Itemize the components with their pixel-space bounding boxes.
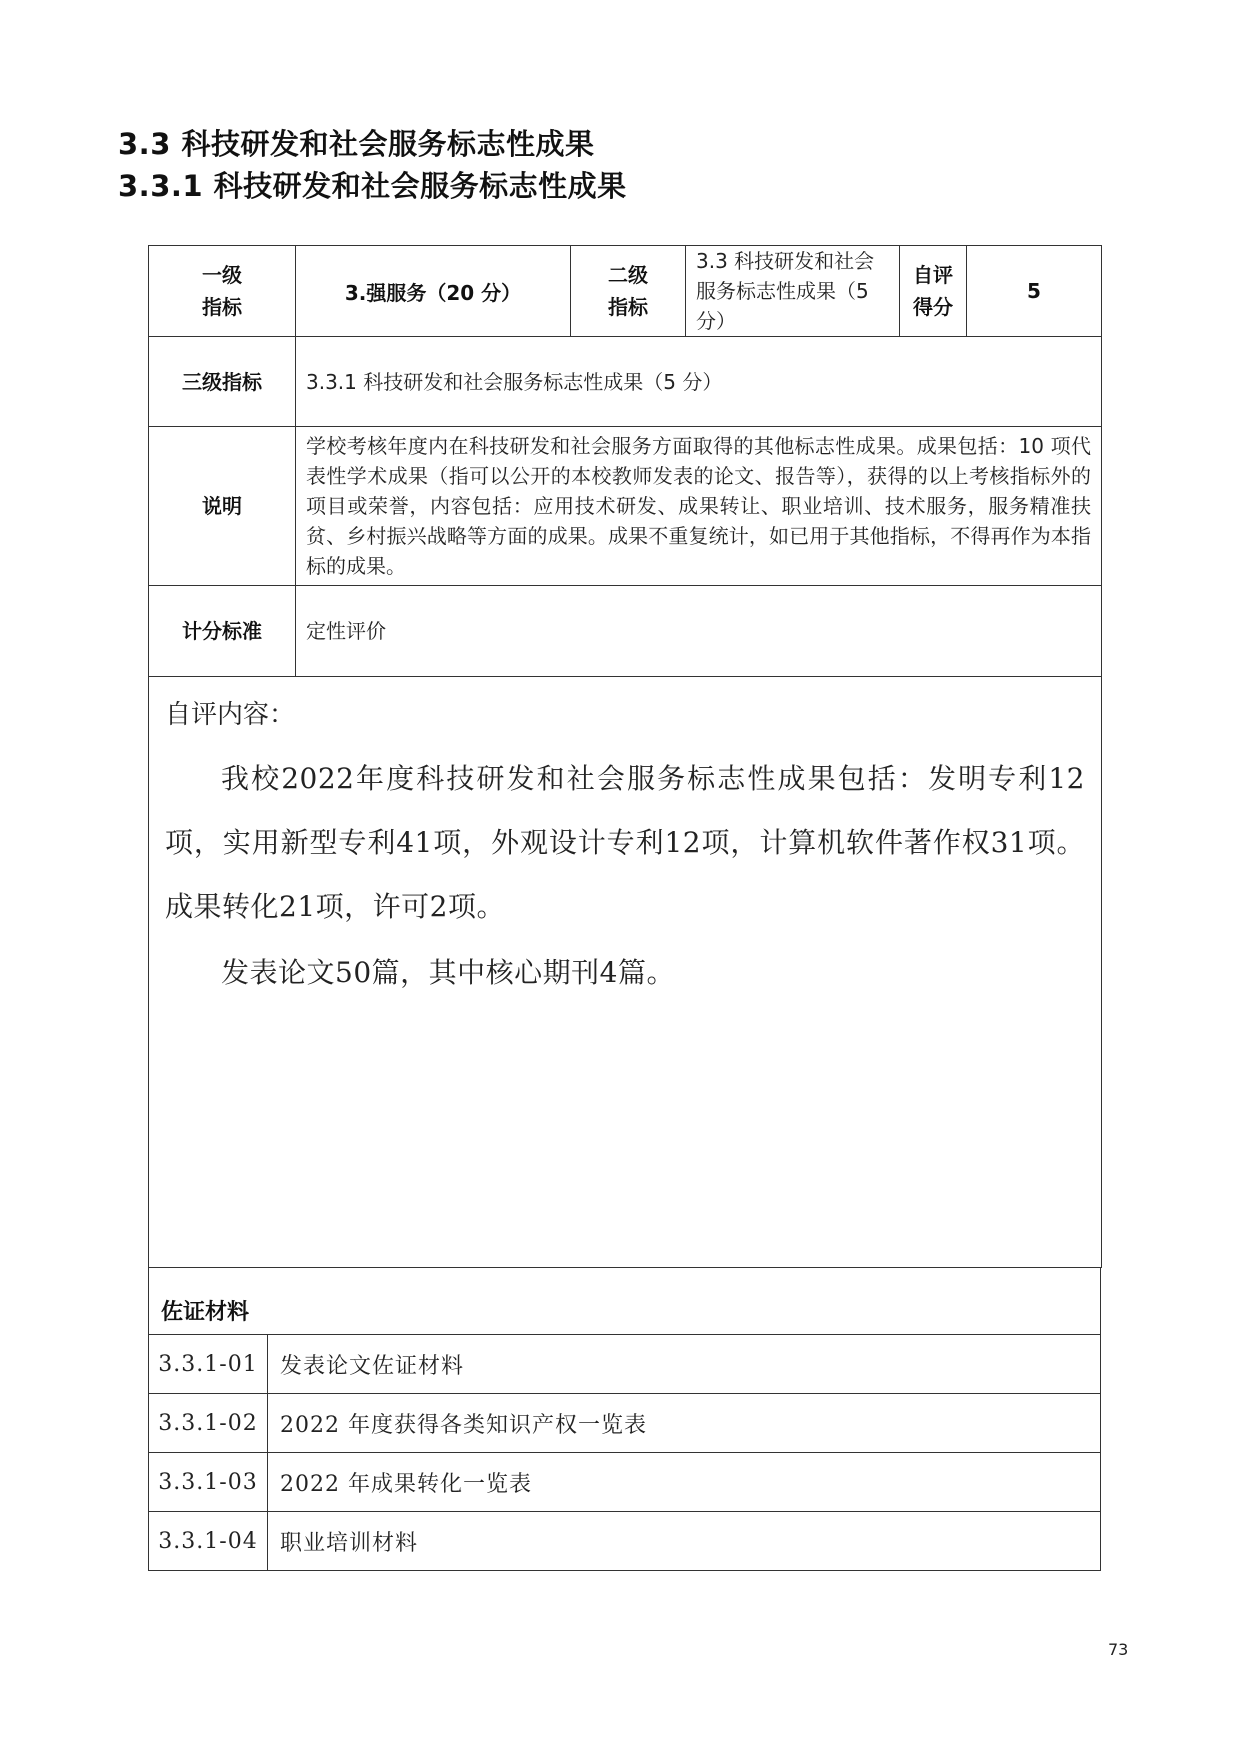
evidence-item: 2022 年度获得各类知识产权一览表 [268,1394,1101,1453]
indicator-header-row [149,246,1102,337]
evidence-code: 3.3.1-01 [149,1335,268,1394]
level3-row [149,337,1102,427]
self-eval-cell [149,677,1102,1268]
evidence-row [149,1394,1101,1453]
description-value: 学校考核年度内在科技研发和社会服务方面取得的其他标志性成果。成果包括：10 项代表性学术成果（指可以公开的本校教师发表的论文、报告等），获得的以上考核指标外的项目或荣誉，内容包括：应用技术研发、成果转让、职业培训、技术服务，服务精准扶贫、乡村振兴战略等方面的成果。成果不重复统计，如已用于其他指标，不得再作为本指标的成果。 [296,427,1102,586]
self-eval-paragraph: 发表论文50篇，其中核心期刊4篇。 [221,956,675,989]
evidence-code: 3.3.1-03 [149,1453,268,1512]
evidence-code: 3.3.1-04 [149,1512,268,1571]
evidence-header-row [149,1268,1101,1335]
evidence-title: 佐证材料 [149,1268,1101,1335]
scoring-value: 定性评价 [296,586,1102,677]
self-eval-row [149,677,1102,1268]
description-row [149,427,1102,586]
evidence-row [149,1335,1101,1394]
evidence-item: 2022 年成果转化一览表 [268,1453,1101,1512]
evidence-item: 职业培训材料 [268,1512,1101,1571]
evidence-row [149,1453,1101,1512]
self-score-label: 自评 得分 [900,246,967,337]
self-eval-title: 自评内容： [165,700,296,730]
level1-label: 一级 指标 [149,246,296,337]
evidence-row [149,1512,1101,1571]
indicator-sheet [148,245,1101,1571]
subsection-heading: 3.3.1 科技研发和社会服务标志性成果 [118,169,627,203]
level2-value: 3.3 科技研发和社会服务标志性成果（5 分） [686,246,900,337]
level2-label: 二级 指标 [571,246,686,337]
indicator-table [148,245,1102,1268]
evidence-code: 3.3.1-02 [149,1394,268,1453]
level1-value: 3.强服务（20 分） [296,246,571,337]
description-label: 说明 [149,427,296,586]
scoring-row [149,586,1102,677]
evidence-item: 发表论文佐证材料 [268,1335,1101,1394]
self-eval-paragraph: 我校2022年度科技研发和社会服务标志性成果包括：发明专利12项，实用新型专利41项，外观设计专利12项，计算机软件著作权31项。成果转化21项，许可2项。 [165,762,1085,923]
section-heading: 3.3 科技研发和社会服务标志性成果 [118,127,595,161]
level3-value: 3.3.1 科技研发和社会服务标志性成果（5 分） [296,337,1102,427]
level3-label: 三级指标 [149,337,296,427]
self-score-value: 5 [967,246,1102,337]
evidence-table [148,1267,1101,1571]
scoring-label: 计分标准 [149,586,296,677]
page-number: 73 [1108,1640,1129,1659]
